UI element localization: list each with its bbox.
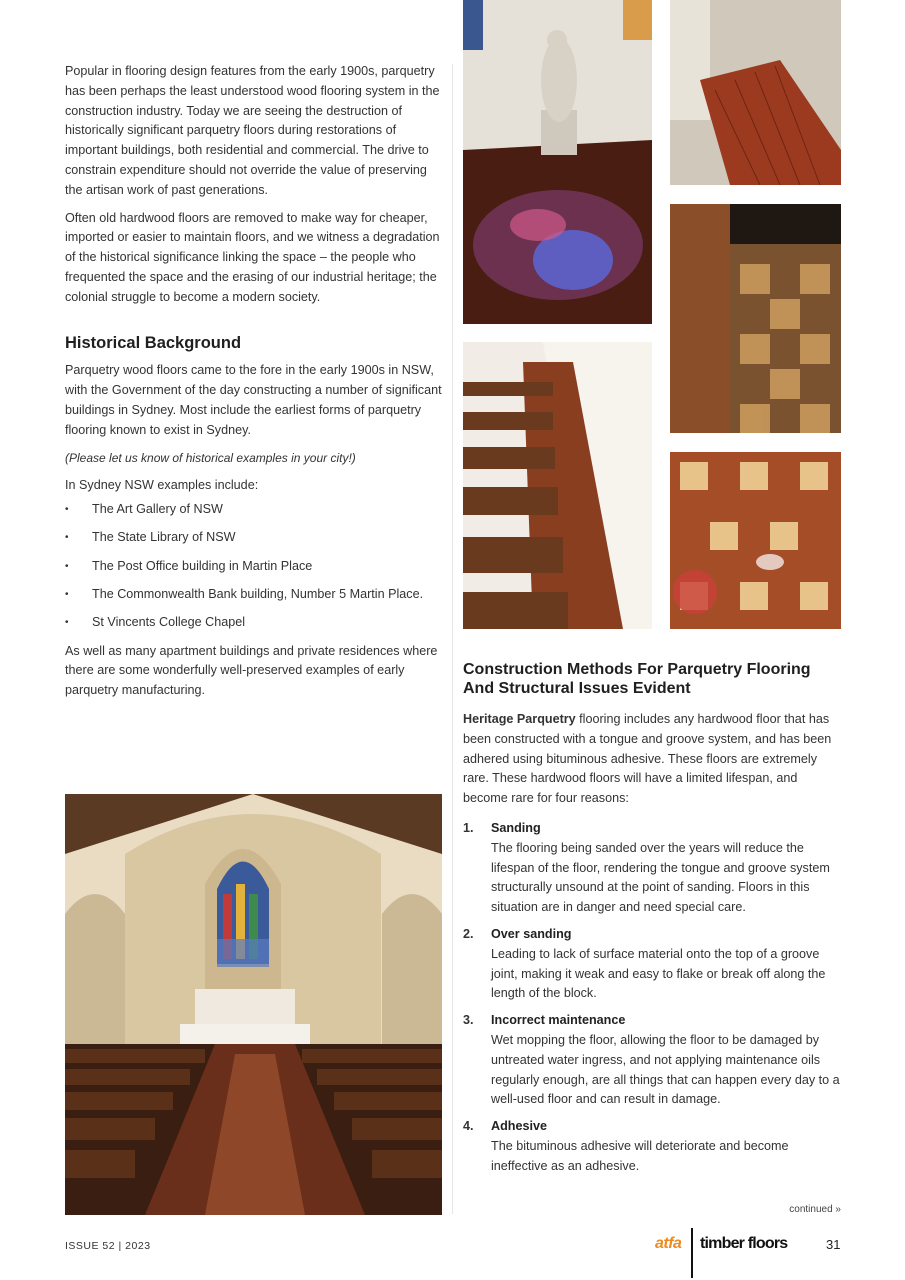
list-item: 4. Adhesive The bituminous adhesive will deteriorate and become ineffective as an adhesive. <box>463 1117 843 1176</box>
list-item: • The Post Office building in Martin Place <box>65 558 313 573</box>
intro-paragraph-2: Often old hardwood floors are removed to make way for cheaper, imported or easier to maintain floors, and we witness a degradation of the historical significance linking the space – the people who frequented the space and the erasing of our industrial heritage; the colonial struggle to become a modern society. <box>65 210 440 304</box>
right-column <box>463 660 843 1184</box>
heritage-parquetry-term: Heritage Parquetry <box>463 712 576 726</box>
column-parquetry-photo <box>670 204 841 433</box>
construction-intro: Heritage Parquetry flooring includes any hardwood floor that has been constructed with a tongue and groove system, and has been adhered using bituminous adhesive. These floors are extremely rare. These hardwood floors will have a limited lifespan, and become rare for four reasons: <box>463 712 832 806</box>
reason-title: Over sanding <box>491 926 572 941</box>
reason-title: Adhesive <box>491 1119 547 1134</box>
list-item: • The Commonwealth Bank building, Number 5 Martin Place. <box>65 587 424 602</box>
square-parquetry-photo <box>670 452 841 629</box>
timber-floors-logo: timber floors <box>700 1235 788 1252</box>
reason-title: Sanding <box>491 820 541 835</box>
list-item: • The State Library of NSW <box>65 530 236 545</box>
statue-floor-photo <box>463 0 652 324</box>
continued-link[interactable]: continued » <box>789 1204 841 1215</box>
intro-paragraph-1: Popular in flooring design features from the early 1900s, parquetry has been perhaps the least understood wood flooring system in the construction industry. Today we are seeing the destruction of historically significant parquetry floors during restorations of important buildings, both residential and commercial. The drive to constrain expenditure should not override the value of preserving the artisan work of past generations. <box>65 64 440 197</box>
footer-divider <box>691 1228 693 1278</box>
issue-label: ISSUE 52 | 2023 <box>65 1240 151 1252</box>
herringbone-restoration-photo <box>670 0 841 185</box>
reason-description: The bituminous adhesive will deteriorate and become ineffective as an adhesive. <box>491 1138 789 1173</box>
chapel-interior-photo <box>65 794 442 1215</box>
construction-heading: Construction Methods For Parquetry Flooring And Structural Issues Evident <box>463 661 811 697</box>
historical-background-heading: Historical Background <box>65 333 242 352</box>
reasons-list <box>463 819 843 1177</box>
list-item: 1. Sanding The flooring being sanded over the years will reduce the lifespan of the floor, rendering the tongue and groove system structurally unsound at the point of sanding. Floors in this situation are in danger and need special care. <box>463 819 843 918</box>
examples-intro: In Sydney NSW examples include: <box>65 478 259 493</box>
history-note: (Please let us know of historical examples in your city!) <box>65 450 356 465</box>
history-paragraph: Parquetry wood floors came to the fore in the early 1900s in NSW, with the Government of the day constructing a number of significant buildings in Sydney. Most include the earliest forms of parquetry flooring known to exist in Sydney. <box>65 363 442 437</box>
list-item: • St Vincents College Chapel <box>65 615 246 630</box>
left-column <box>65 62 443 709</box>
list-item: 3. Incorrect maintenance Wet mopping the floor, allowing the floor to be damaged by untreated water ingress, and not applying maintenance oils regularly enough, are all things that can happen every day to a well-used floor and can result in damage. <box>463 1011 843 1110</box>
column-divider <box>452 64 453 1214</box>
reason-description: The flooring being sanded over the years will reduce the lifespan of the floor, rendering the tongue and groove system structurally unsound at the point of sanding. Floors in this situation are in danger and need special care. <box>491 840 830 915</box>
list-item: 2. Over sanding Leading to lack of surface material onto the top of a groove joint, making it weak and easy to flake or break off along the length of the block. <box>463 925 843 1004</box>
examples-list <box>65 500 443 633</box>
pews-aisle-photo <box>463 342 652 629</box>
reason-title: Incorrect maintenance <box>491 1013 626 1028</box>
list-item: • The Art Gallery of NSW <box>65 502 223 517</box>
reason-description: Wet mopping the floor, allowing the floor to be damaged by untreated water ingress, and not applying maintenance oils regularly enough, are all things that can happen every day to a well-used floor and can result in damage. <box>491 1032 840 1107</box>
reason-description: Leading to lack of surface material onto the top of a groove joint, making it weak and easy to flake or break off along the length of the block. <box>491 946 826 1001</box>
page-number: 31 <box>826 1237 841 1252</box>
history-closing: As well as many apartment buildings and private residences where there are some wonderfully well-preserved examples of early parquetry manufacturing. <box>65 643 438 698</box>
atfa-logo: atfa <box>655 1235 682 1252</box>
